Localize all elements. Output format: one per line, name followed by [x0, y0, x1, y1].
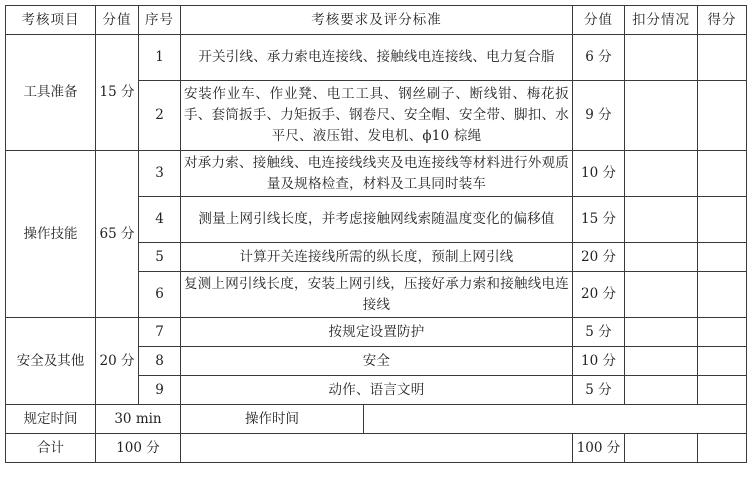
group-score: 20 分	[96, 318, 139, 405]
row-obtained	[698, 197, 747, 243]
total-score: 100 分	[573, 434, 625, 463]
total-deduction	[625, 434, 698, 463]
row-score: 20 分	[573, 243, 625, 272]
group-name: 工具准备	[6, 35, 96, 151]
time-row	[6, 405, 747, 434]
row-no: 3	[139, 151, 181, 197]
op-time-label: 操作时间	[181, 405, 364, 434]
group-name: 操作技能	[6, 151, 96, 318]
row-score: 10 分	[573, 347, 625, 376]
row-obtained	[698, 243, 747, 272]
row-score: 6 分	[573, 35, 625, 81]
row-no: 2	[139, 81, 181, 151]
row-no: 7	[139, 318, 181, 347]
header-score: 分值	[96, 6, 139, 35]
row-deduction	[625, 376, 698, 405]
total-obtained	[698, 434, 747, 463]
group-score: 65 分	[96, 151, 139, 318]
header-obtained: 得分	[698, 6, 747, 35]
total-label: 合计	[6, 434, 96, 463]
header-requirement: 考核要求及评分标准	[181, 6, 573, 35]
row-requirement: 复测上网引线长度，安装上网引线，压接好承力索和接触线电连接线	[181, 272, 573, 318]
row-requirement: 按规定设置防护	[181, 318, 573, 347]
row-requirement: 测量上网引线长度，并考虑接触网线索随温度变化的偏移值	[181, 197, 573, 243]
row-requirement: 安全	[181, 347, 573, 376]
row-requirement: 动作、语言文明	[181, 376, 573, 405]
row-no: 4	[139, 197, 181, 243]
row-deduction	[625, 347, 698, 376]
table-row	[6, 35, 747, 81]
row-score: 10 分	[573, 151, 625, 197]
row-score: 5 分	[573, 318, 625, 347]
header-row	[6, 6, 747, 35]
row-deduction	[625, 151, 698, 197]
row-deduction	[625, 197, 698, 243]
op-time-value	[364, 405, 747, 434]
time-value: 30 min	[96, 405, 181, 434]
row-obtained	[698, 81, 747, 151]
row-score: 5 分	[573, 376, 625, 405]
time-label: 规定时间	[6, 405, 96, 434]
header-item: 考核项目	[6, 6, 96, 35]
row-obtained	[698, 272, 747, 318]
header-no: 序号	[139, 6, 181, 35]
assessment-table	[5, 5, 747, 463]
row-no: 5	[139, 243, 181, 272]
row-deduction	[625, 243, 698, 272]
row-deduction	[625, 81, 698, 151]
row-deduction	[625, 318, 698, 347]
row-score: 20 分	[573, 272, 625, 318]
row-no: 9	[139, 376, 181, 405]
header-score2: 分值	[573, 6, 625, 35]
header-deduction: 扣分情况	[625, 6, 698, 35]
row-deduction	[625, 272, 698, 318]
row-no: 6	[139, 272, 181, 318]
row-obtained	[698, 347, 747, 376]
row-obtained	[698, 318, 747, 347]
row-obtained	[698, 35, 747, 81]
table-row	[6, 151, 747, 197]
total-value: 100 分	[96, 434, 181, 463]
group-score: 15 分	[96, 35, 139, 151]
row-no: 1	[139, 35, 181, 81]
row-requirement: 开关引线、承力索电连接线、接触线电连接线、电力复合脂	[181, 35, 573, 81]
row-requirement: 计算开关连接线所需的纵长度，预制上网引线	[181, 243, 573, 272]
row-score: 9 分	[573, 81, 625, 151]
row-requirement: 对承力索、接触线、电连接线线夹及电连接线等材料进行外观质量及规格检查，材料及工具同时装车	[181, 151, 573, 197]
row-obtained	[698, 376, 747, 405]
total-row	[6, 434, 747, 463]
table-row	[6, 318, 747, 347]
row-deduction	[625, 35, 698, 81]
row-no: 8	[139, 347, 181, 376]
row-requirement: 安装作业车、作业凳、电工工具、钢丝刷子、断线钳、梅花扳手、套筒扳手、力矩扳手、钢卷尺、安全帽、安全带、脚扣、水平尺、液压钳、发电机、ϕ10 棕绳	[181, 81, 573, 151]
group-name: 安全及其他	[6, 318, 96, 405]
row-score: 15 分	[573, 197, 625, 243]
total-blank	[181, 434, 573, 463]
row-obtained	[698, 151, 747, 197]
